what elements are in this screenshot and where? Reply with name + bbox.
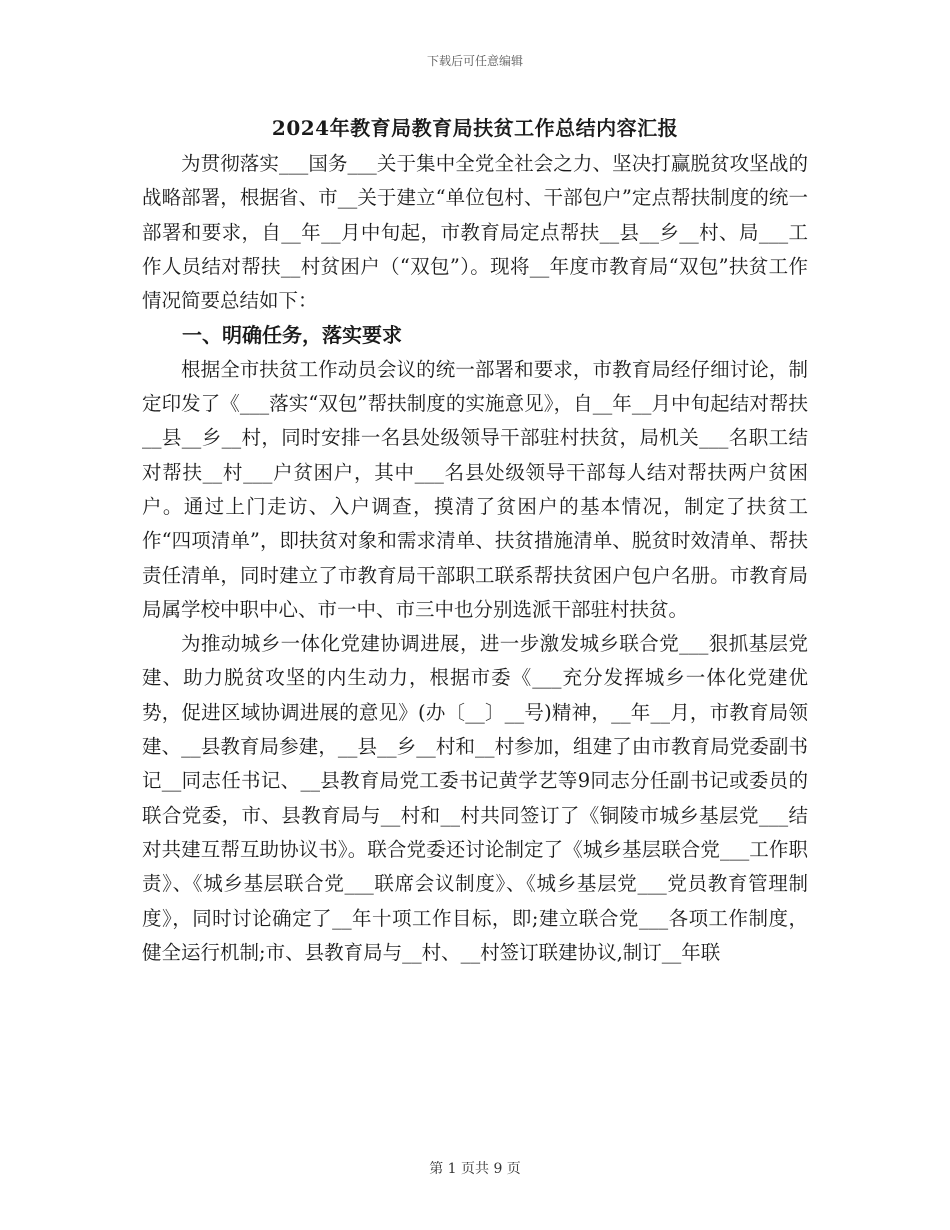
section-heading: 一、明确任务，落实要求 — [182, 323, 402, 348]
body-paragraph: 为推动城乡一体化党建协调进展，进一步激发城乡联合党___狠抓基层党建、助力脱贫攻坚的内生动力，根据市委《___充分发挥城乡一体化党建优势，促进区域协调进展的意见》(办〔__〕__号)精神，__年__月，市教育局领建、__县教育局参建，__县__乡__村和__村参加，组建了由市教育局党委副书记__同志任书记、__县教育局党工委书记黄学艺等9同志分任副书记或委员的联合党委，市、县教育局与__村和__村共同签订了《铜陵市城乡基层党___结对共建互帮互助协议书》。联合党委还讨论制定了《城乡基层联合党___工作职责》、《城乡基层联合党___联席会议制度》、《城乡基层党___党员教育管理制度》，同时讨论确定了__年十项工作目标，即;建立联合党___各项工作制度，健全运行机制;市、县教育局与__村、__村签订联建协议,制订__年联 — [142, 632, 808, 964]
document-title: 2024年教育局教育局扶贫工作总结内容汇报 — [271, 116, 679, 140]
body-paragraph: 根据全市扶贫工作动员会议的统一部署和要求，市教育局经仔细讨论，制定印发了《___落实“双包”帮扶制度的实施意见》，自__年__月中旬起结对帮扶__县__乡__村，同时安排一名县处级领导干部驻村扶贫，局机关___名职工结对帮扶__村___户贫困户，其中___名县处级领导干部每人结对帮扶两户贫困户。通过上门走访、入户调查，摸清了贫困户的基本情况，制定了扶贫工作“四项清单”，即扶贫对象和需求清单、扶贫措施清单、脱贫时效清单、帮扶责任清单，同时建立了市教育局干部职工联系帮扶贫困户包户名册。市教育局局属学校中职中心、市一中、市三中也分别选派干部驻村扶贫。 — [142, 357, 808, 621]
intro-paragraph: 为贯彻落实___国务___关于集中全党全社会之力、坚决打赢脱贫攻坚战的战略部署，根据省、市__关于建立“单位包村、干部包户”定点帮扶制度的统一部署和要求，自__年__月中旬起，市教育局定点帮扶__县__乡__村、局___工作人员结对帮扶__村贫困户（“双包”）。现将__年度市教育局“双包”扶贫工作情况简要总结如下： — [142, 152, 808, 313]
page-header-note: 下载后可任意编辑 — [426, 54, 523, 68]
page-number: 第 1 页共 9 页 — [429, 1161, 521, 1177]
document-body — [142, 147, 808, 970]
